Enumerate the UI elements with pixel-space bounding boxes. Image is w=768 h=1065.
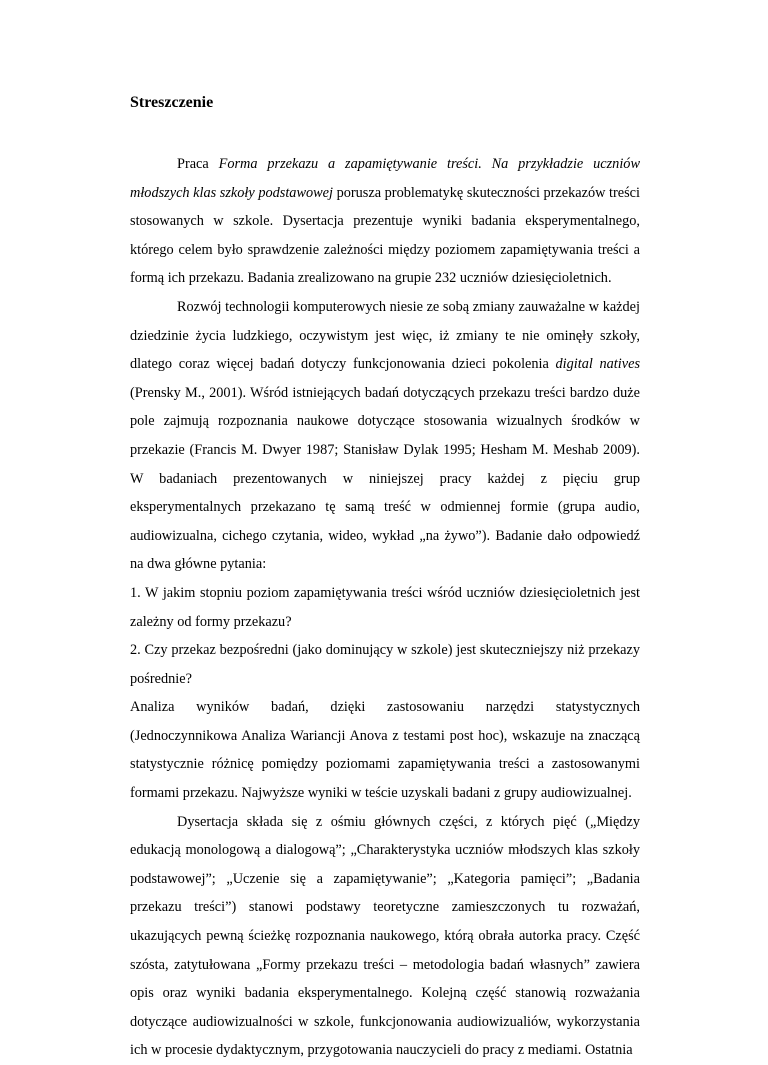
analysis-paragraph: (Jednoczynnikowa Analiza Wariancji Anova z testami post hoc), wskazuje na znaczącą statystycznie różnicę pomiędzy poziomami zapamiętywania treści a zastosowanymi formami przekazu. Najwyższe wyniki w teście uzyskali badani z grupy audiowizualnej. bbox=[130, 727, 640, 802]
digital-natives-term: digital natives bbox=[555, 356, 641, 373]
research-question-1: 1. W jakim stopniu poziom zapamiętywania treści wśród uczniów dziesięcioletnich jest zależny od formy przekazu? bbox=[130, 584, 640, 630]
paragraph-intro bbox=[130, 150, 640, 293]
page-title: Streszczenie bbox=[130, 94, 214, 111]
paragraph-context-text-end: (Prensky M., 2001). Wśród istniejących badań dotyczących przekazu treści bardzo duże pole zajmują rozpoznania naukowe dotyczące stosowania wizualnych środków w przekazie (Francis M. Dwyer 1987; Stanisław Dylak 1995; Hesham M. Meshab 2009). W badaniach prezentowanych w niniejszej pracy każdej z pięciu grup eksperymentalnych przekazano tę samą treść w odmiennej formie (grupa audio, audiowizualna, cichego czytania, wideo, wykład „na żywo”). Badanie dało odpowiedź na dwa główne pytania: bbox=[130, 384, 640, 573]
paragraph-context-text-start: Rozwój technologii komputerowych niesie ze sobą zmiany zauważalne w każdej dziedzinie życia ludzkiego, oczywistym jest więc, iż zmiany te nie ominęły szkoły, dlatego coraz więcej badań dotyczy funkcjonowania dzieci pokolenia bbox=[130, 298, 640, 373]
research-question-2: 2. Czy przekaz bezpośredni (jako dominujący w szkole) jest skuteczniejszy niż przekazy pośrednie? bbox=[130, 642, 640, 687]
analysis-first-line: Analiza wyników badań, dzięki zastosowaniu narzędzi statystycznych bbox=[130, 699, 640, 716]
paragraph-intro-text-end: porusza problematykę skuteczności przekazów treści stosowanych w szkole. Dysertacja prezentuje wyniki badania eksperymentalnego, którego celem było sprawdzenie zależności między poziomem zapamiętywania treści a formą ich przekazu. Badania zrealizowano na grupie 232 uczniów dziesięcioletnich. bbox=[130, 184, 640, 287]
paragraph-structure: Dysertacja składa się z ośmiu głównych części, z których pięć („Między edukacją monologową a dialogową”; „Charakterystyka uczniów młodszych klas szkoły podstawowej”; „Uczenie się a zapamiętywanie”; „Kategoria pamięci”; „Badania przekazu treści”) stanowi podstawy teoretyczne zamieszczonych tu rozważań, ukazujących pewną ścieżkę rozpoznania naukowego, którą obrała autorka pracy. Część szósta, zatytułowana „Formy przekazu treści – metodologia badań własnych” zawiera opis oraz wyniki badania eksperymentalnego. Kolejną część stanowią rozważania dotyczące audiowizualności w szkole, funkcjonowania audiowizualiów, wykorzystania ich w procesie dydaktycznym, przygotowania nauczycieli do pracy z mediami. Ostatnia bbox=[130, 813, 640, 1059]
paragraph-intro-text-start: Praca bbox=[177, 156, 219, 172]
abstract-body bbox=[130, 150, 640, 1065]
thesis-title: Forma przekazu a zapamiętywanie treści. Na przykładzie uczniów młodszych klas szkoły podstawowej bbox=[130, 156, 640, 201]
paragraph-context bbox=[130, 293, 640, 579]
